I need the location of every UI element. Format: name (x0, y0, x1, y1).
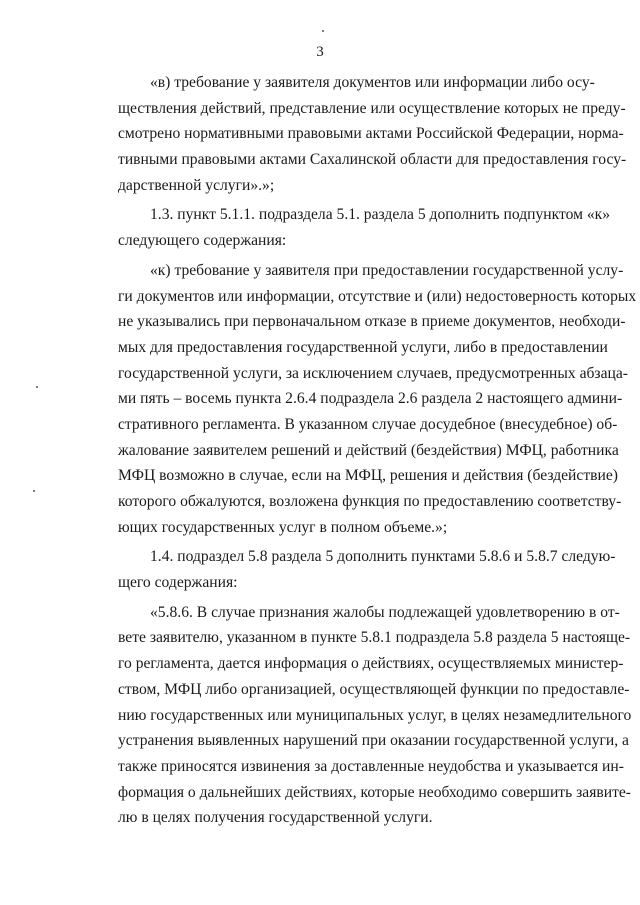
scan-speck (33, 490, 35, 492)
page-number: 3 (316, 44, 324, 60)
scan-speck (322, 30, 324, 32)
text-line: устранения выявленных нарушений при оказании государственной услуги, а (118, 732, 629, 750)
text-line: «в) требование у заявителя документов или информации либо осу- (150, 74, 595, 91)
text-line: дарственной услуги».»; (118, 176, 275, 194)
text-line: также приносятся извинения за доставленные неудобства и указывается ин- (118, 757, 624, 775)
text-line: стративного регламента. В указанном случае досудебное (внесудебное) об- (118, 415, 618, 433)
text-line: ми пять – восемь пункта 2.6.4 подраздела 2.6 раздела 2 настоящего админи- (118, 390, 623, 408)
text-line: ством, МФЦ либо организацией, осуществляющей функции по предоставле- (118, 680, 630, 698)
paragraph (118, 600, 632, 831)
text-line: ги документов или информации, отсутствие и (или) недостоверность которых (118, 287, 637, 305)
text-line: щего содержания: (118, 574, 238, 592)
text-line: жалование заявителем решений и действий (бездействия) МФЦ, работника (118, 441, 619, 459)
text-line: тивными правовыми актами Сахалинской области для предоставления госу- (118, 151, 627, 169)
text-line: го регламента, дается информация о действиях, осуществляемых министер- (118, 655, 624, 673)
text-line: мых для предоставления государственной услуги, либо в предоставлении (118, 338, 608, 356)
text-line: лю в целях получения государственной услуги. (118, 809, 433, 827)
text-line: государственной услуги, за исключением случаев, предусмотренных абзаца- (118, 364, 628, 382)
text-line: вете заявителю, указанном в пункте 5.8.1 подраздела 5.8 раздела 5 настояще- (118, 629, 631, 647)
scan-speck (36, 386, 38, 388)
text-line: «5.8.6. В случае признания жалобы подлежащей удовлетворению в от- (150, 603, 620, 621)
text-line: формация о дальнейших действиях, которые необходимо совершить заявите- (118, 783, 632, 801)
text-line: 1.3. пункт 5.1.1. подраздела 5.1. раздела 5 дополнить подпунктом «к» (150, 206, 611, 224)
text-line: смотрено нормативными правовыми актами Российской Федерации, норма- (118, 125, 624, 143)
paragraph (118, 544, 616, 595)
text-line: следующего содержания: (118, 232, 287, 250)
text-line: не указывались при первоначальном отказе в приеме документов, необходи- (118, 313, 626, 331)
text-line: «к) требование у заявителя при предоставлении государственной услу- (150, 261, 624, 279)
text-line: ществления действий, представление или осуществление которых не преду- (118, 99, 626, 117)
paragraph (118, 258, 637, 541)
paragraph (118, 202, 611, 253)
text-line: ющих государственных услуг в полном объеме.»; (118, 518, 448, 536)
text-line: МФЦ возможно в случае, если на МФЦ, решения и действия (бездействие) (118, 467, 618, 485)
text-line: которого обжалуются, возложена функция по предоставлению соответству- (118, 493, 622, 510)
text-line: нию государственных или муниципальных услуг, в целях незамедлительного (118, 706, 632, 724)
paragraph (118, 70, 627, 198)
text-line: 1.4. подраздел 5.8 раздела 5 дополнить пунктами 5.8.6 и 5.8.7 следую- (150, 548, 616, 566)
document-body (118, 70, 637, 831)
